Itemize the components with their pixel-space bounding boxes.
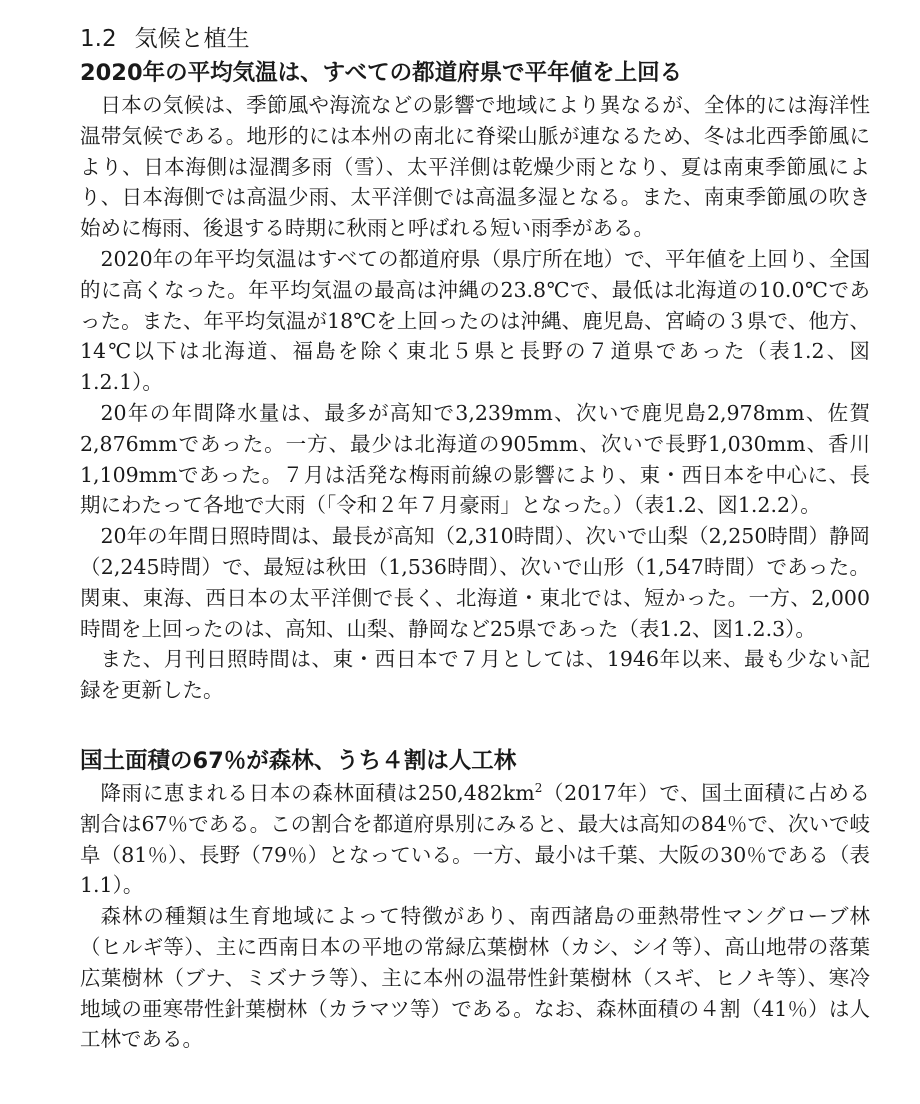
climate-paragraph-3: 20年の年間降水量は、最多が高知で3,239mm、次いで鹿児島2,978mm、佐賀2,876mmであった。一方、最少は北海道の905mm、次いで長野1,030mm、香川1,109mmであった。７月は活発な梅雨前線の影響により、東・西日本を中心に、長期にわたって各地で大雨（「令和２年７月豪雨」となった。）（表1.2、図1.2.2）。 [80, 400, 870, 518]
section-title-text: 気候と植生 [134, 26, 250, 52]
forest-p1-text-b: （2017年）で、国土面積に占める割合は67％である。この割合を都道府県別にみると、最大は高知の84％で、次いで岐阜（81％）、長野（79％）となっている。一方、最小は千葉、大阪の30％である（表1.1）。 [80, 780, 870, 898]
climate-paragraph-2: 2020年の年平均気温はすべての都道府県（県庁所在地）で、平年値を上回り、全国的に高くなった。年平均気温の最高は沖縄の23.8℃で、最低は北海道の10.0℃であった。また、年平均気温が18℃を上回ったのは沖縄、鹿児島、宮崎の３県で、他方、14℃以下は北海道、福島を除く東北５県と長野の７道県であった（表1.2、図1.2.1）。 [80, 246, 870, 395]
forest-paragraph-1 [80, 778, 870, 901]
superscript-2: 2 [534, 780, 543, 795]
climate-heading: 2020年の平均気温は、すべての都道府県で平年値を上回る [80, 60, 683, 86]
section-title [80, 22, 870, 56]
section-gap [80, 706, 870, 744]
section-number: 1.2 [80, 26, 117, 52]
document-page [80, 22, 870, 1055]
climate-paragraph-1: 日本の気候は、季節風や海流などの影響で地域により異なるが、全体的には海洋性温帯気候である。地形的には本州の南北に脊梁山脈が連なるため、冬は北西季節風により、日本海側は湿潤多雨（雪）、太平洋側は乾燥少雨となり、夏は南東季節風により、日本海側では高温少雨、太平洋側では高温多湿となる。また、南東季節風の吹き始めに梅雨、後退する時期に秋雨と呼ばれる短い雨季がある。 [80, 93, 870, 241]
forest-heading: 国土面積の67％が森林、うち４割は人工林 [80, 747, 517, 774]
forest-paragraph-2: 森林の種類は生育地域によって特徴があり、南西諸島の亜熱帯性マングローブ林（ヒルギ等）、主に西南日本の平地の常緑広葉樹林（カシ、シイ等）、高山地帯の落葉広葉樹林（ブナ、ミズナラ等）、主に本州の温帯性針葉樹林（スギ、ヒノキ等）、寒冷地域の亜寒帯性針葉樹林（カラマツ等）である。なお、森林面積の４割（41％）は人工林である。 [80, 904, 870, 1052]
forest-p1-text-a: 降雨に恵まれる日本の森林面積は250,482km [100, 780, 535, 805]
climate-paragraph-5: また、月刊日照時間は、東・西日本で７月としては、1946年以来、最も少ない記録を更新した。 [80, 647, 870, 703]
climate-paragraph-4: 20年の年間日照時間は、最長が高知（2,310時間）、次いで山梨（2,250時間）静岡（2,245時間）で、最短は秋田（1,536時間）、次いで山形（1,547時間）であった。関東、東海、西日本の太平洋側で長く、北海道・東北では、短かった。一方、2,000時間を上回ったのは、高知、山梨、静岡など25県であった（表1.2、図1.2.3）。 [80, 524, 870, 641]
